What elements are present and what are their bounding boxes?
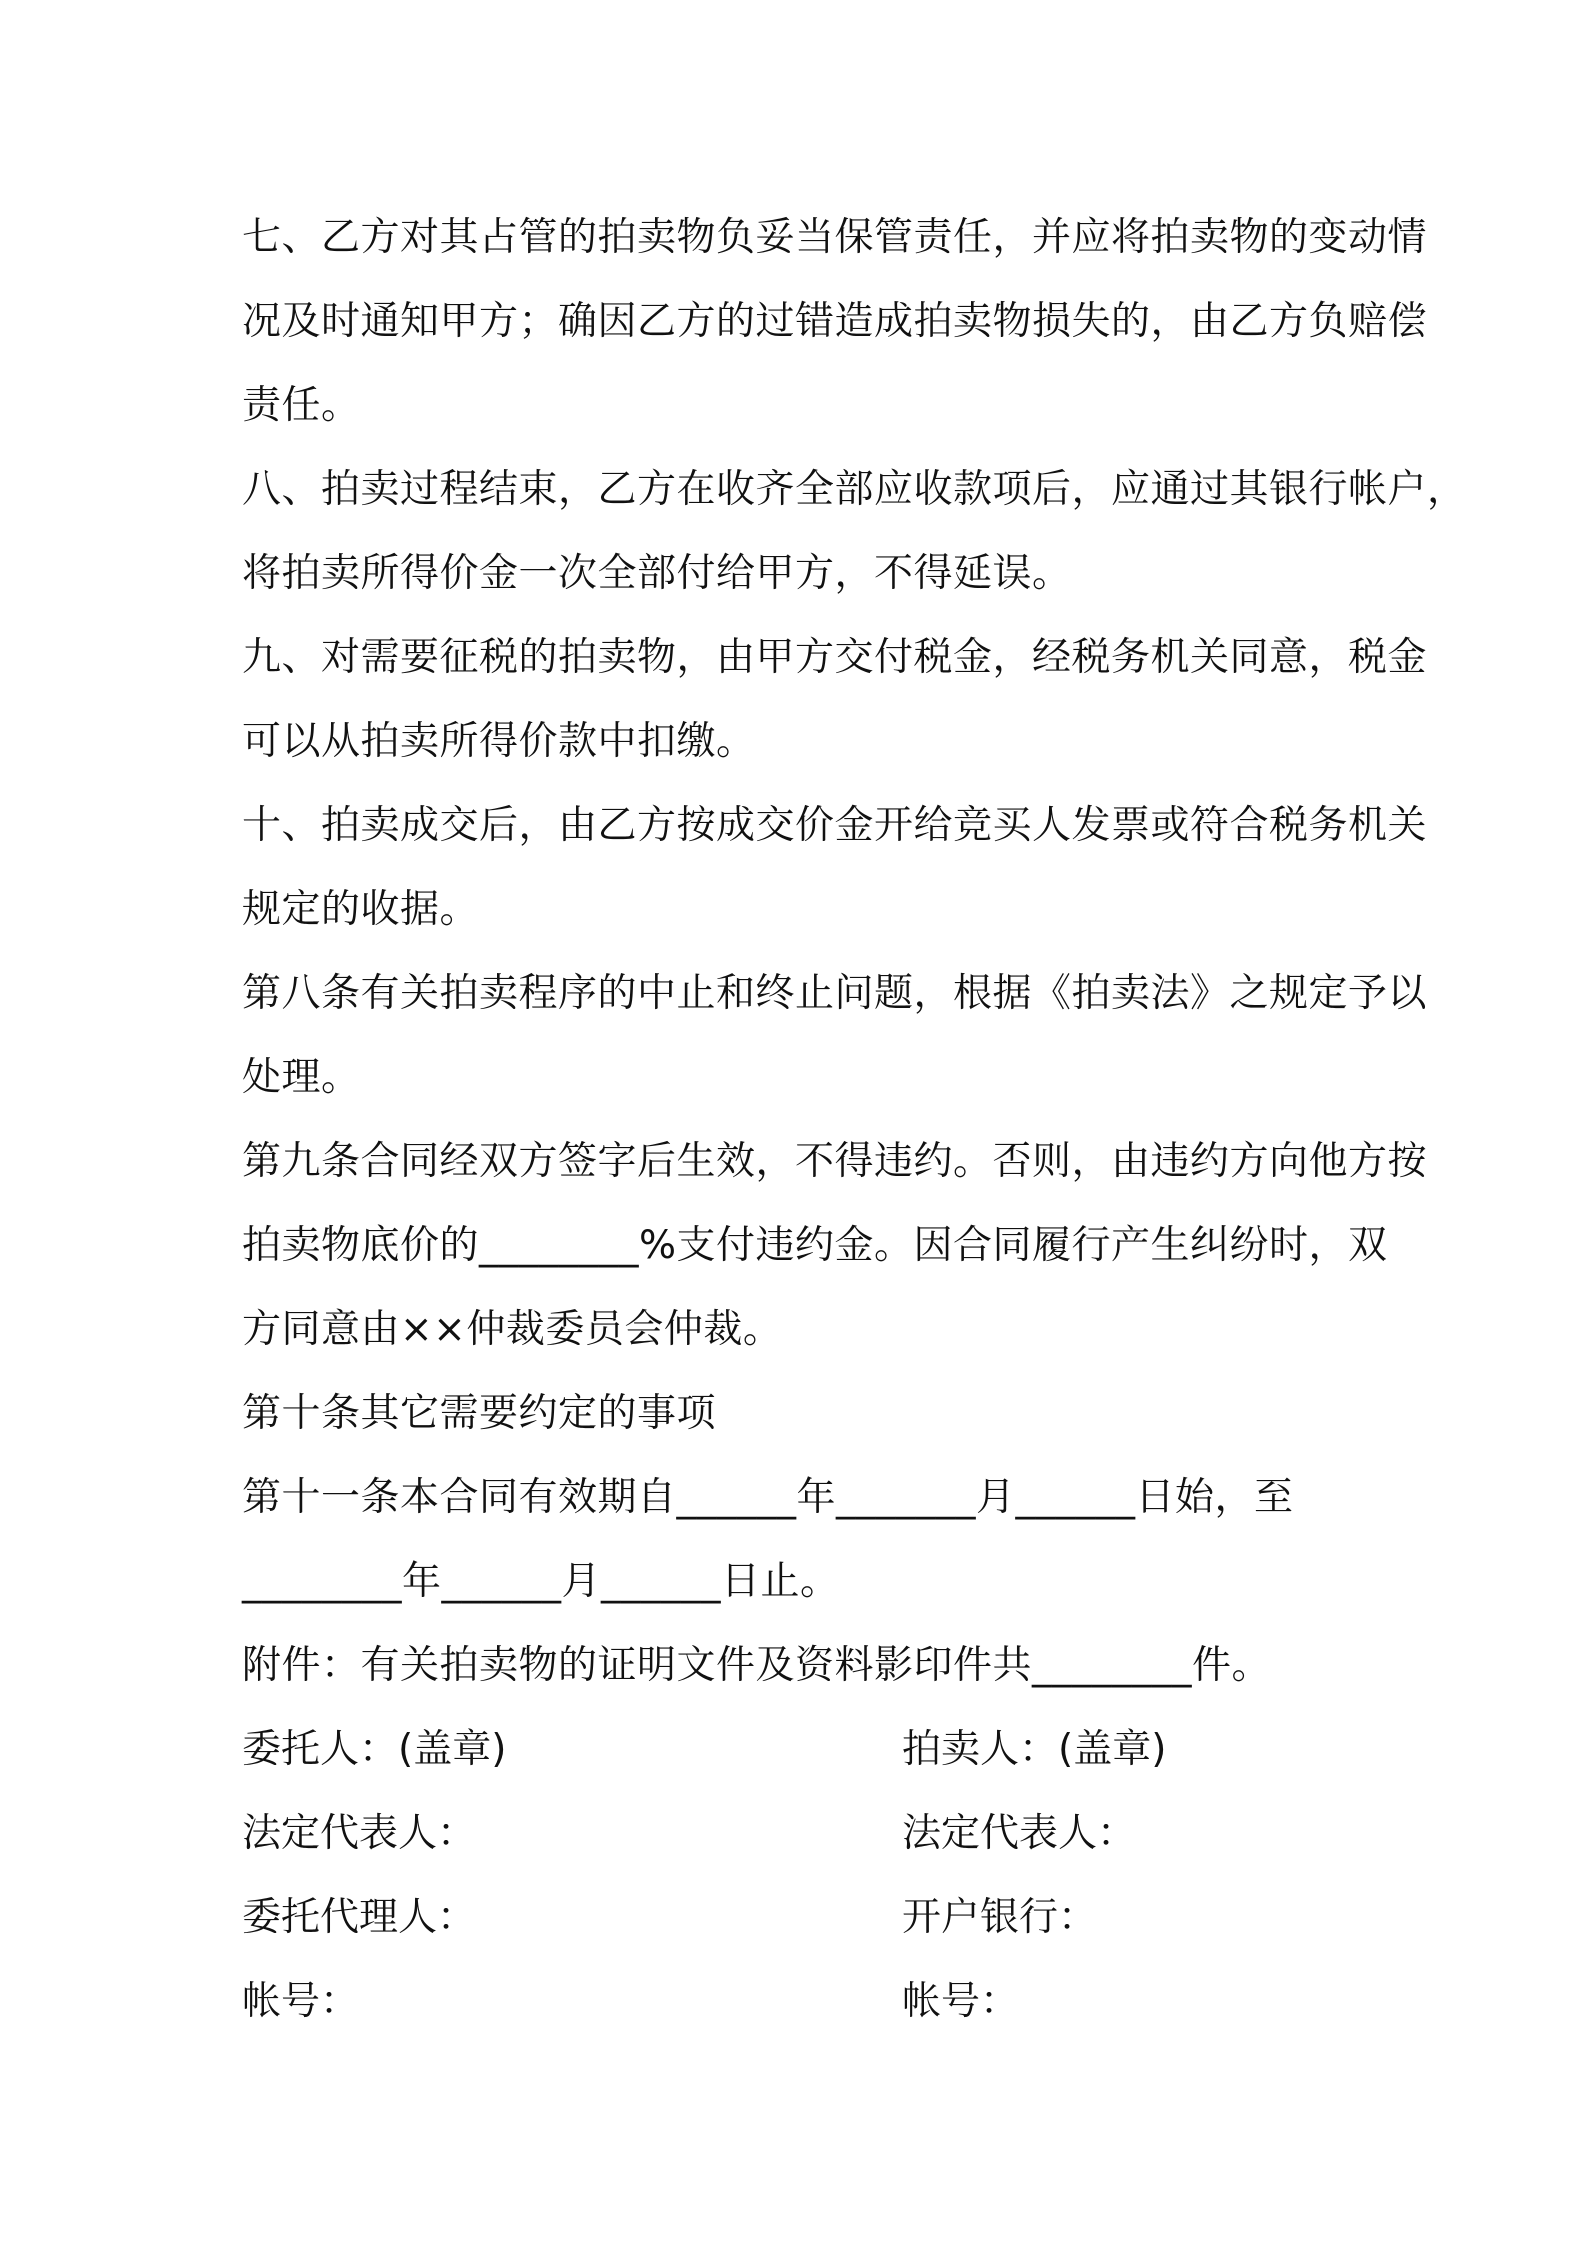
consignor-seal-label: 委托人：(盖章)	[242, 1727, 507, 1772]
clause-7-line-1: 七、乙方对其占管的拍卖物负妥当保管责任，并应将拍卖物的变动情	[242, 215, 1428, 260]
auctioneer-legal-rep-label: 法定代表人：	[902, 1811, 1137, 1856]
article-9-line-2: 拍卖物底价的________%支付违约金。因合同履行产生纠纷时，双	[242, 1223, 1388, 1268]
signature-row-seal	[242, 1708, 1362, 1792]
article-8-line-1: 第八条有关拍卖程序的中止和终止问题，根据《拍卖法》之规定予以	[242, 971, 1428, 1016]
article-11-line-2: ________年______月______日止。	[242, 1559, 840, 1604]
attachment-line: 附件：有关拍卖物的证明文件及资料影印件共________件。	[242, 1643, 1272, 1688]
clause-7-line-3: 责任。	[242, 383, 361, 428]
clause-8-line-2: 将拍卖所得价金一次全部付给甲方，不得延误。	[242, 551, 1072, 596]
clause-10-line-1: 十、拍卖成交后，由乙方按成交价金开给竞买人发票或符合税务机关	[242, 803, 1428, 848]
signature-row-agent-bank	[242, 1876, 1362, 1960]
clause-9-line-1: 九、对需要征税的拍卖物，由甲方交付税金，经税务机关同意，税金	[242, 635, 1428, 680]
article-9-line-1: 第九条合同经双方签字后生效，不得违约。否则，由违约方向他方按	[242, 1139, 1428, 1184]
clause-7-line-2: 况及时通知甲方；确因乙方的过错造成拍卖物损失的，由乙方负赔偿	[242, 299, 1428, 344]
consignor-account-label: 帐号：	[242, 1979, 360, 2024]
consignor-agent-label: 委托代理人：	[242, 1895, 477, 1940]
auctioneer-account-label: 帐号：	[902, 1979, 1020, 2024]
consignor-legal-rep-label: 法定代表人：	[242, 1811, 477, 1856]
auctioneer-bank-label: 开户银行：	[902, 1895, 1098, 1940]
article-10-line: 第十条其它需要约定的事项	[242, 1391, 717, 1436]
article-11-line-1: 第十一条本合同有效期自______年_______月______日始，至	[242, 1475, 1294, 1520]
clause-10-line-2: 规定的收据。	[242, 887, 480, 932]
auctioneer-seal-label: 拍卖人：(盖章)	[902, 1727, 1167, 1772]
clause-8-line-1: 八、拍卖过程结束，乙方在收齐全部应收款项后，应通过其银行帐户，	[242, 467, 1467, 512]
article-9-line-3: 方同意由××仲裁委员会仲裁。	[242, 1307, 783, 1352]
article-8-line-2: 处理。	[242, 1055, 361, 1100]
signature-row-legal-rep	[242, 1792, 1362, 1876]
document-page	[242, 196, 1467, 2044]
clause-9-line-2: 可以从拍卖所得价款中扣缴。	[242, 719, 756, 764]
signature-row-account	[242, 1960, 1362, 2044]
